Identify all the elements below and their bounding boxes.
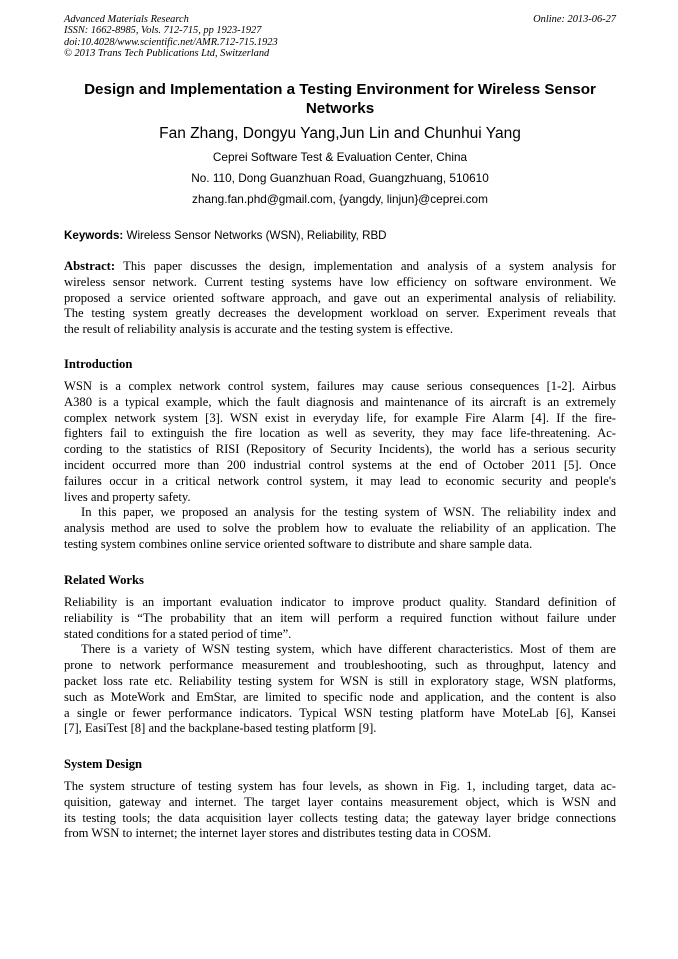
related-works-body	[64, 595, 616, 737]
issn-line: ISSN: 1662-8985, Vols. 712-715, pp 1923-1927	[64, 25, 262, 37]
affiliation-address: No. 110, Dong Guanzhuan Road, Guangzhuang, 510610	[191, 171, 489, 185]
intro-line: failures occur in a critical network control system, it may lead to economic security and people's	[64, 473, 616, 488]
intro-line: incident occurred more than 200 industrial control systems at the end of October 2011 [5]. Once	[64, 457, 616, 472]
abstract-line-2: wireless sensor network. Current testing systems have low efficiency on software environment. We	[64, 274, 616, 289]
system-line: The system structure of testing system has four levels, as shown in Fig. 1, including target, data ac-	[64, 779, 616, 793]
related-line: stated conditions for a stated period of time”.	[64, 626, 292, 641]
related-works-heading: Related Works	[64, 573, 144, 587]
abstract-label: Abstract:	[64, 259, 116, 273]
author-emails: zhang.fan.phd@gmail.com, {yangdy, linjun}@ceprei.com	[192, 192, 488, 206]
author-list: Fan Zhang, Dongyu Yang,Jun Lin and Chunhui Yang	[159, 125, 521, 142]
introduction-body	[64, 379, 616, 553]
abstract-line-3: proposed a service oriented software approach, and gave out an experimental analysis of reliability.	[64, 290, 616, 305]
intro-line: A380 is a typical example, which the fault diagnosis and maintenance of its aircraft is an extremely	[64, 394, 616, 409]
intro-line: complex network system [3]. WSN exist in everyday life, for example Fire Alarm [4]. If the fire-	[64, 410, 616, 425]
online-date: Online: 2013-06-27	[533, 14, 616, 25]
related-line: prone to network performance measurement and troubleshooting, such as throughput, latency and	[64, 658, 616, 673]
intro-line: WSN is a complex network control system, failures may cause serious consequences [1-2]. Airbus	[64, 379, 616, 393]
abstract-line-4: The testing system greatly decreases the development workload on server. Experiment reveals that	[64, 306, 616, 321]
abstract-line-1	[64, 259, 616, 275]
copyright-line: © 2013 Trans Tech Publications Ltd, Switzerland	[64, 47, 270, 59]
keywords-label: Keywords:	[64, 229, 124, 242]
introduction-heading: Introduction	[64, 357, 133, 371]
related-line: a single or fewer performance indicators. Typical WSN testing platform have MoteLab [6], Kansei	[64, 705, 616, 720]
system-line: from WSN to internet; the internet layer stores and distributes testing data in COSM.	[64, 826, 492, 841]
abstract-line-5: the result of reliability analysis is accurate and the testing system is effective.	[64, 322, 454, 337]
intro-line: cording to the statistics of RISI (Repository of Security Incidents), the world has a serious security	[64, 442, 616, 457]
system-design-heading: System Design	[64, 757, 143, 771]
related-line: such as MoteWork and EmStar, are limited to specific node and application, and the content is also	[64, 689, 616, 704]
paper-title	[64, 80, 616, 118]
system-line: its testing tools; the data acquisition layer collects testing data; the gateway layer bridge connections	[64, 810, 616, 825]
abstract-paragraph	[64, 259, 616, 338]
related-line: [7], EasiTest [8] and the backplane-based testing platform [9].	[64, 721, 377, 736]
abstract-line-1-text: This paper discusses the design, implementation and analysis of a system analysis for	[115, 259, 616, 273]
related-line: packet loss rate etc. Reliability testing system for WSN is still in exploratory stage, WSN platforms,	[64, 673, 616, 688]
intro-line: lives and property safety.	[64, 489, 191, 504]
keywords-text: Wireless Sensor Networks (WSN), Reliability, RBD	[126, 229, 387, 242]
related-line: There is a variety of WSN testing system, which have different characteristics. Most of them are	[81, 642, 616, 657]
system-design-body	[64, 779, 616, 842]
intro-line: analysis method are used to solve the problem how to evaluate the reliability of an application. The	[64, 521, 616, 536]
title-line-2: Networks	[305, 100, 375, 117]
related-line: Reliability is an important evaluation indicator to improve product quality. Standard definition of	[64, 595, 616, 609]
journal-name: Advanced Materials Research	[64, 14, 189, 25]
intro-line: fighters fail to extinguish the fire location as well as severity, they may face life-threatening. Ac-	[64, 426, 616, 441]
journal-header	[64, 14, 616, 59]
doi-line: doi:10.4028/www.scientific.net/AMR.712-715.1923	[64, 36, 278, 48]
keywords	[64, 228, 616, 243]
intro-line: In this paper, we proposed an analysis for the testing system of WSN. The reliability index and	[81, 505, 616, 520]
affiliation-institution: Ceprei Software Test & Evaluation Center, China	[212, 150, 468, 164]
system-line: quisition, gateway and internet. The target layer contains measurement object, which is WSN and	[64, 794, 616, 809]
related-line: reliability is “The probability that an item will perform a required function without failure under	[64, 610, 616, 625]
title-line-1: Design and Implementation a Testing Environment for Wireless Sensor	[84, 81, 596, 98]
intro-line: testing system combines online service oriented software to distribute and share sample data.	[64, 536, 533, 551]
